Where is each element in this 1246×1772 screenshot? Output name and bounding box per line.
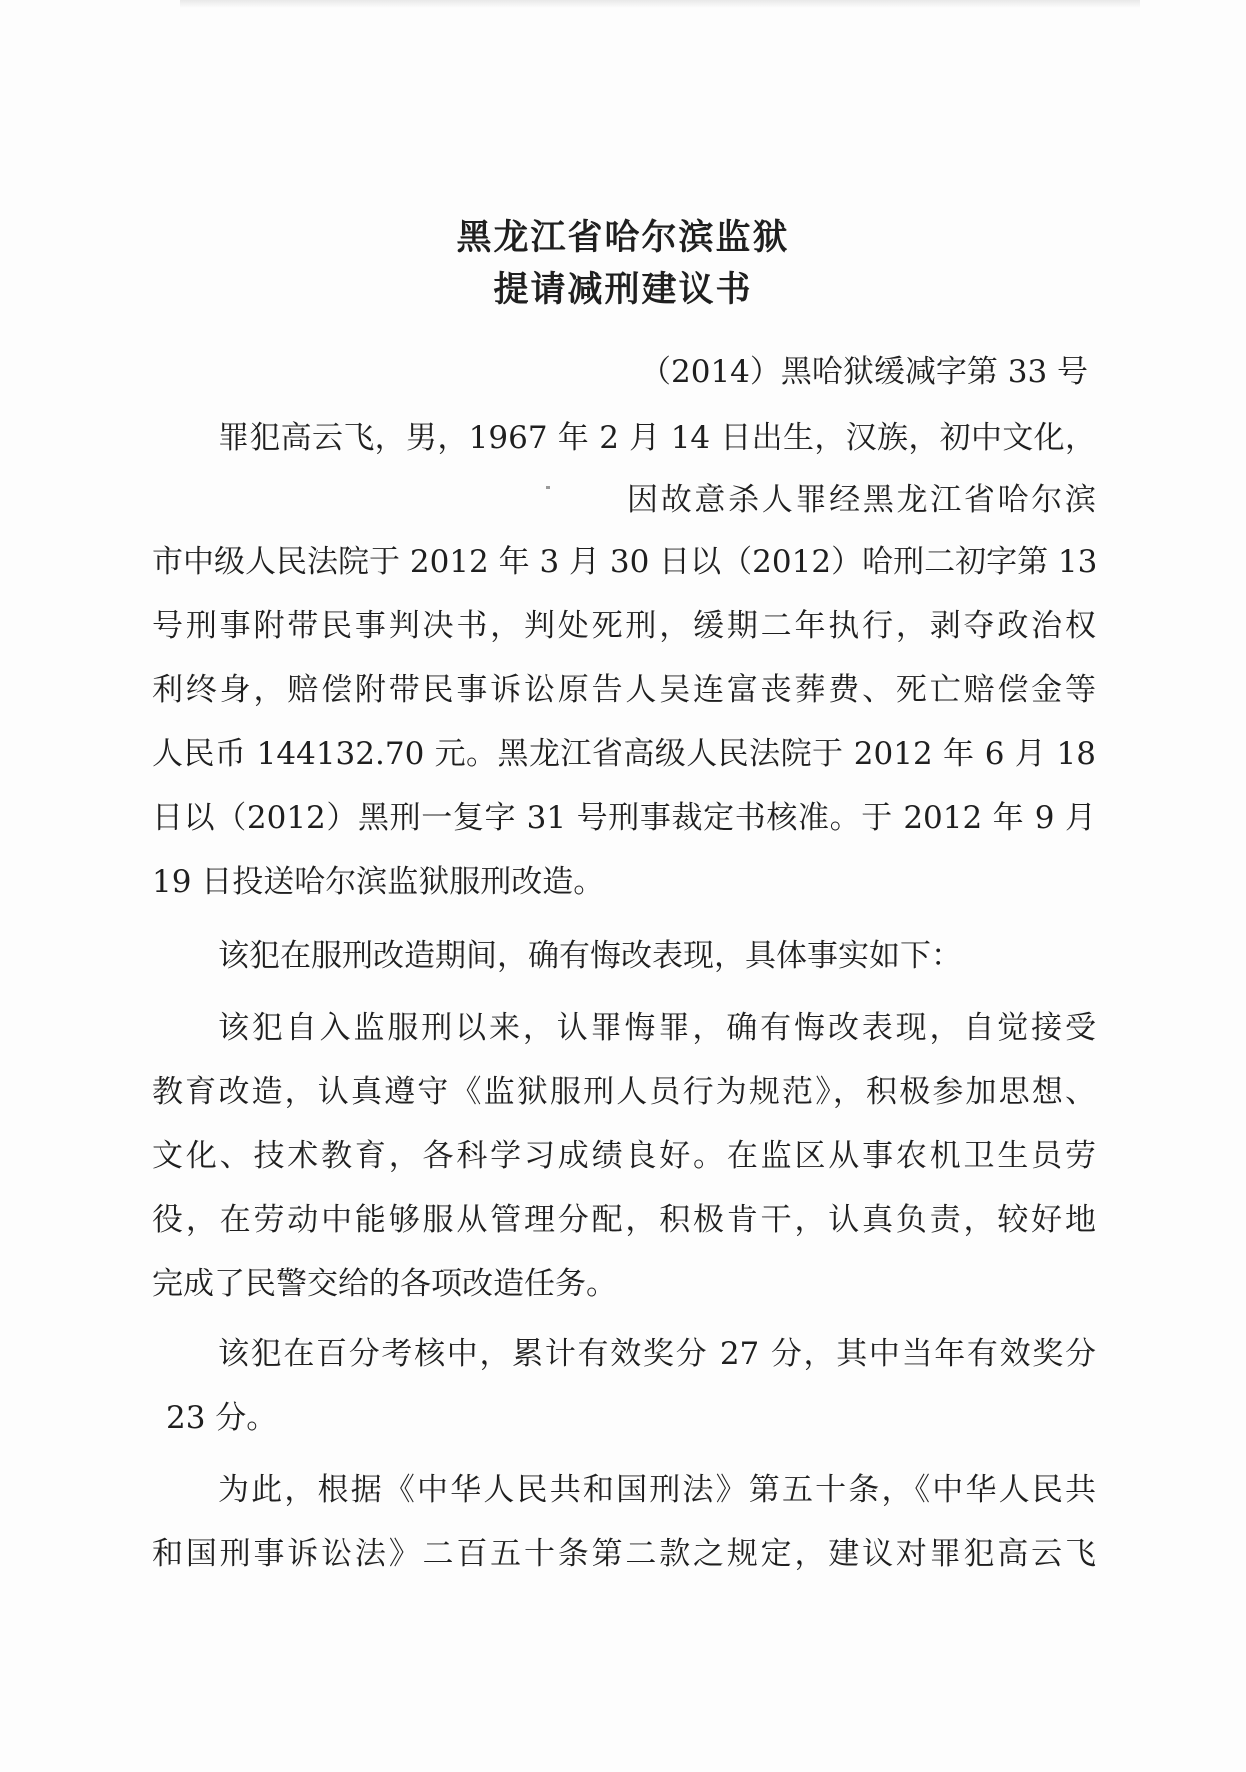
body-line: 号刑事附带民事判决书，判处死刑，缓期二年执行，剥夺政治权 (152, 608, 1096, 644)
body-line: 日以（2012）黑刑一复字 31 号刑事裁定书核准。于 2012 年 9 月 (152, 800, 1096, 836)
body-line: 市中级人民法院于 2012 年 3 月 30 日以（2012）哈刑二初字第 13 (152, 544, 1098, 580)
body-line: 和国刑事诉讼法》二百五十条第二款之规定，建议对罪犯高云飞 (152, 1536, 1096, 1572)
redaction-mark (546, 486, 550, 489)
body-line: 完成了民警交给的各项改造任务。 (152, 1266, 617, 1302)
body-line: 利终身，赔偿附带民事诉讼原告人吴连富丧葬费、死亡赔偿金等 (152, 672, 1096, 708)
body-line: 为此，根据《中华人民共和国刑法》第五十条，《中华人民共 (218, 1472, 1096, 1508)
body-line: 文化、技术教育，各科学习成绩良好。在监区从事农机卫生员劳 (152, 1138, 1096, 1174)
body-line: 该犯自入监服刑以来，认罪悔罪，确有悔改表现，自觉接受 (218, 1010, 1096, 1046)
body-line: 23 分。 (166, 1400, 278, 1436)
scan-edge (180, 0, 1140, 8)
body-line: 役，在劳动中能够服从管理分配，积极肯干，认真负责，较好地 (152, 1202, 1096, 1238)
body-line: 教育改造，认真遵守《监狱服刑人员行为规范》，积极参加思想、 (152, 1074, 1096, 1110)
body-line: 人民币 144132.70 元。黑龙江省高级人民法院于 2012 年 6 月 18 (152, 736, 1096, 772)
document-number: （2014）黑哈狱缓减字第 33 号 (640, 354, 1089, 390)
body-line: 19 日投送哈尔滨监狱服刑改造。 (152, 864, 605, 900)
document-title: 黑龙江省哈尔滨监狱 (456, 218, 790, 258)
body-line: 罪犯高云飞，男，1967 年 2 月 14 日出生，汉族，初中文化， (218, 420, 1096, 456)
body-line: 该犯在百分考核中，累计有效奖分 27 分，其中当年有效奖分 (218, 1336, 1096, 1372)
body-line: 因故意杀人罪经黑龙江省哈尔滨 (627, 482, 1096, 518)
body-line: 该犯在服刑改造期间，确有悔改表现，具体事实如下： (218, 938, 962, 974)
document-subtitle: 提请减刑建议书 (493, 270, 753, 310)
